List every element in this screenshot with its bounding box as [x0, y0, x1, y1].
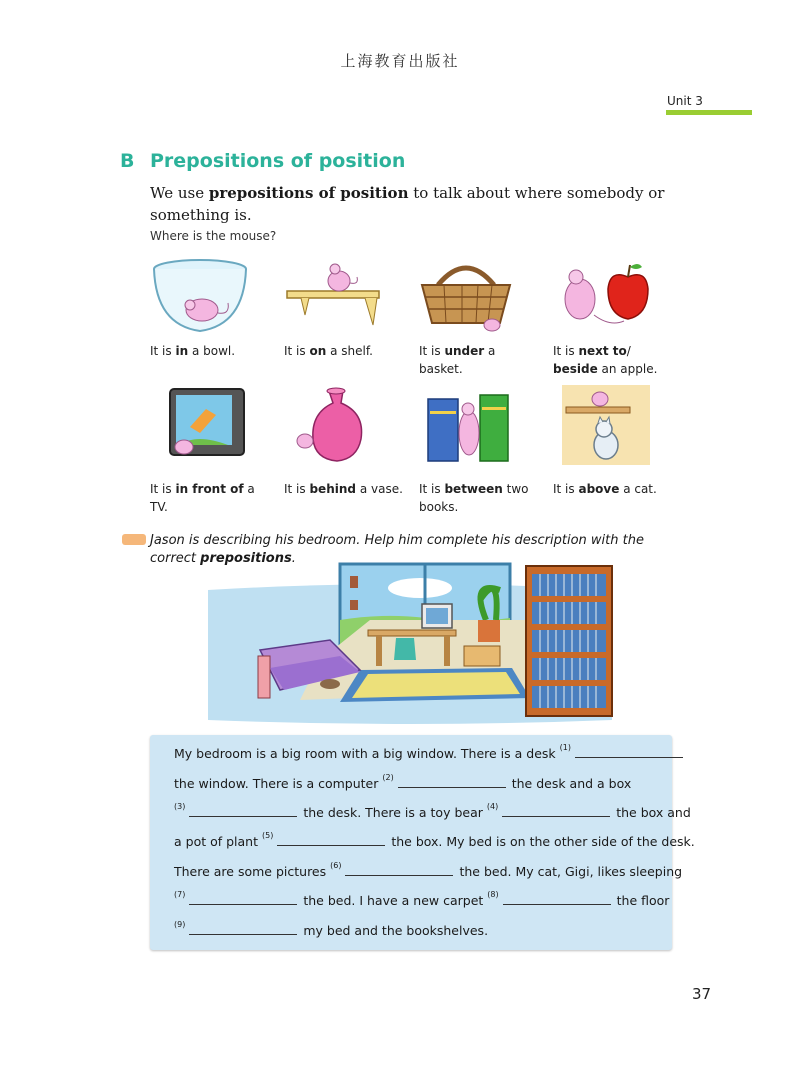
intro-bold-term: prepositions of position [208, 184, 409, 202]
unit-label: Unit 3 [667, 94, 703, 108]
caption-text: It is [150, 482, 176, 496]
exercise-text: the bed. I have a new carpet [303, 893, 484, 908]
caption-text: It is [284, 482, 310, 496]
preposition-behind: behind [309, 482, 356, 496]
blank-2[interactable] [398, 775, 506, 788]
caption-text: a TV. [150, 482, 255, 514]
caption-text: a vase. [356, 482, 403, 496]
exercise-text: the box. My bed is on the other side of the desk. [391, 834, 695, 849]
exercise-line-7 [174, 922, 488, 938]
apple-mouse-picture [550, 255, 650, 335]
section-title: Prepositions of position [150, 150, 406, 172]
caption-slash: / [626, 344, 631, 358]
exercise-text: the box and [616, 805, 691, 820]
caption-text: a cat. [619, 482, 657, 496]
publisher-header: 上海教育出版社 [340, 52, 460, 70]
books-mouse-picture [416, 385, 516, 465]
preposition-under: under [444, 344, 485, 358]
page-number: 37 [692, 985, 712, 1003]
caption-text: It is [553, 344, 579, 358]
exercise-text: the bed. My cat, Gigi, likes sleeping [459, 864, 683, 879]
exercise-text: the desk. There is a toy bear [303, 805, 483, 820]
preposition-in: in [175, 344, 189, 358]
preposition-on: on [309, 344, 327, 358]
exercise-text: my bed and the bookshelves. [303, 923, 489, 938]
exercise-line-5 [174, 863, 682, 879]
caption-text: It is [150, 344, 176, 358]
blank-marker-5: (5) [262, 831, 274, 840]
blank-3[interactable] [189, 804, 297, 817]
bowl-mouse-picture [150, 255, 250, 335]
exercise-text: My bedroom is a big room with a big window. There is a desk [174, 746, 556, 761]
preposition-above: above [578, 482, 620, 496]
blank-8[interactable] [503, 892, 611, 905]
caption-text: It is [284, 344, 310, 358]
caption-in-front-of [150, 480, 275, 516]
exercise-text: the desk and a box [511, 776, 632, 791]
exercise-line-2 [174, 775, 631, 791]
caption-text: It is [553, 482, 579, 496]
exercise-line-3 [174, 804, 691, 820]
exercise-text: a pot of plant [174, 834, 259, 849]
exercise-text: There are some pictures [174, 864, 327, 879]
blank-marker-6: (6) [330, 861, 342, 870]
intro-text: We use [150, 184, 209, 202]
blank-4[interactable] [502, 804, 610, 817]
caption-in [150, 342, 275, 360]
instruction-tab [122, 534, 146, 545]
exercise-line-6 [174, 892, 669, 908]
caption-text: an apple. [597, 362, 658, 376]
exercise-text: the window. There is a computer [174, 776, 379, 791]
caption-text: It is [419, 344, 445, 358]
exercise-line-1 [174, 745, 689, 761]
section-intro [150, 182, 670, 226]
caption-text: a basket. [419, 344, 496, 376]
exercise-box [150, 735, 695, 950]
caption-above [553, 480, 678, 498]
intro-text-end: to talk about where somebody or something is. [150, 184, 665, 224]
vase-mouse-picture [283, 385, 383, 465]
blank-5[interactable] [277, 833, 385, 846]
blank-marker-4: (4) [486, 802, 499, 811]
preposition-between: between [444, 482, 503, 496]
tv-mouse-picture [150, 385, 250, 465]
caption-between [419, 480, 544, 516]
blank-marker-8: (8) [487, 890, 499, 899]
caption-text: a shelf. [326, 344, 373, 358]
instruction-text: Jason is describing his bedroom. Help him complete his description with the correct [150, 533, 644, 566]
caption-on [284, 342, 409, 360]
bedroom-illustration [200, 560, 620, 730]
blank-7[interactable] [189, 892, 297, 905]
blank-marker-3: (3) [174, 802, 186, 811]
section-letter: B [120, 150, 135, 172]
cat-mouse-picture [550, 385, 650, 465]
blank-marker-7: (7) [174, 890, 186, 899]
blank-9[interactable] [189, 922, 297, 935]
blank-6[interactable] [345, 863, 453, 876]
preposition-in-front-of: in front of [175, 482, 244, 496]
instruction-bold: prepositions [200, 551, 292, 566]
unit-bar [666, 110, 752, 115]
caption-under [419, 342, 524, 378]
instruction-end: . [291, 551, 296, 566]
blank-marker-9: (9) [174, 920, 186, 929]
preposition-beside: beside [553, 362, 598, 376]
exercise-text: the floor [616, 893, 670, 908]
shelf-mouse-picture [283, 255, 383, 335]
caption-next-to [553, 342, 663, 378]
blank-marker-2: (2) [382, 773, 394, 782]
blank-1[interactable] [575, 745, 683, 758]
preposition-next-to: next to [578, 344, 627, 358]
caption-text: two books. [419, 482, 529, 514]
caption-text: It is [419, 482, 445, 496]
blank-marker-1: (1) [559, 743, 571, 752]
basket-mouse-picture [416, 255, 516, 335]
exercise-line-4 [174, 833, 695, 849]
question-text: Where is the mouse? [150, 229, 277, 243]
caption-text: a bowl. [188, 344, 236, 358]
caption-behind [284, 480, 409, 498]
